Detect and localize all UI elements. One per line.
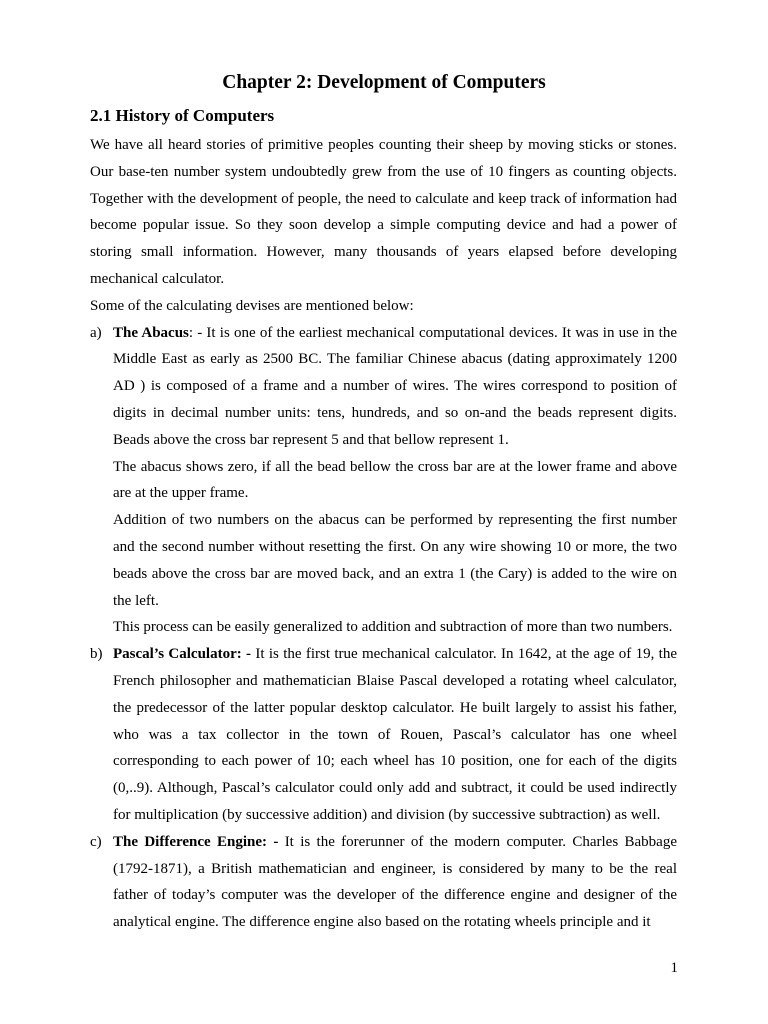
- page-number: 1: [670, 960, 678, 976]
- list-item-term: The Abacus: [113, 324, 189, 341]
- list-intro: Some of the calculating devises are mentioned below:: [90, 297, 414, 314]
- list-item-text: [113, 829, 677, 936]
- list-marker: c): [90, 833, 102, 850]
- section-heading: 2.1 History of Computers: [90, 106, 275, 125]
- list-item-term: Pascal’s Calculator: -: [113, 646, 252, 663]
- chapter-title: Chapter 2: Development of Computers: [222, 72, 546, 93]
- document-body: [90, 132, 677, 936]
- abacus-paragraph-addition: Addition of two numbers on the abacus can be performed by representing the first number and the second number without resetting the first. On any wire showing 10 or more, the two beads above the cross bar are moved back, and an extra 1 (the Cary) is added to the wire on the left.: [113, 512, 677, 609]
- list-item-text: [113, 641, 677, 829]
- list-item-pascal: [90, 641, 677, 829]
- list-marker: a): [90, 324, 102, 341]
- list-item-description: : - It is one of the earliest mechanical computational devices. It was in use in the Middle East as early as 2500 BC. The familiar Chinese abacus (dating approximately 1200 AD ) is composed of a frame and a number of wires. The wires correspond to position of digits in decimal number units: tens, hundreds, and so on-and the beads represent digits. Beads above the cross bar represent 5 and that bellow represent 1.: [113, 324, 677, 448]
- list-item-abacus: [90, 320, 677, 454]
- abacus-paragraph-generalized: This process can be easily generalized to addition and subtraction of more than two numbers.: [113, 619, 673, 636]
- list-item-description: It is the first true mechanical calculator. In 1642, at the age of 19, the French philosopher and mathematician Blaise Pascal developed a rotating wheel calculator, the predecessor of the latter popular desktop calculator. He built largely to assist his father, who was a tax collector in the town of Rouen, Pascal’s calculator has one wheel corresponding to each power of 10; each wheel has 10 position, one for each of the digits (0,..9). Although, Pascal’s calculator could only add and subtract, it could be used indirectly for multiplication (by successive addition) and division (by successive subtraction) as well.: [113, 646, 677, 823]
- list-item-text: [113, 320, 677, 454]
- list-item-difference-engine: [90, 829, 677, 936]
- list-item-description: It is the forerunner of the modern computer. Charles Babbage (1792-1871), a British mathematician and engineer, is considered by many to be the real father of today’s computer was the developer of the difference engine and designer of the analytical engine. The difference engine also based on the rotating wheels principle and it: [113, 833, 677, 931]
- list-marker: b): [90, 646, 103, 663]
- abacus-paragraph-zero: The abacus shows zero, if all the bead bellow the cross bar are at the lower frame and above are at the upper frame.: [113, 458, 677, 502]
- list-item-term: The Difference Engine: -: [113, 833, 279, 850]
- intro-paragraph: We have all heard stories of primitive peoples counting their sheep by moving sticks or stones. Our base-ten number system undoubtedly grew from the use of 10 fingers as counting objects. Together with the development of people, the need to calculate and keep track of information had become popular issue. So they soon develop a simple computing device and had a power of storing small information. However, many thousands of years elapsed before developing mechanical calculator.: [90, 137, 677, 287]
